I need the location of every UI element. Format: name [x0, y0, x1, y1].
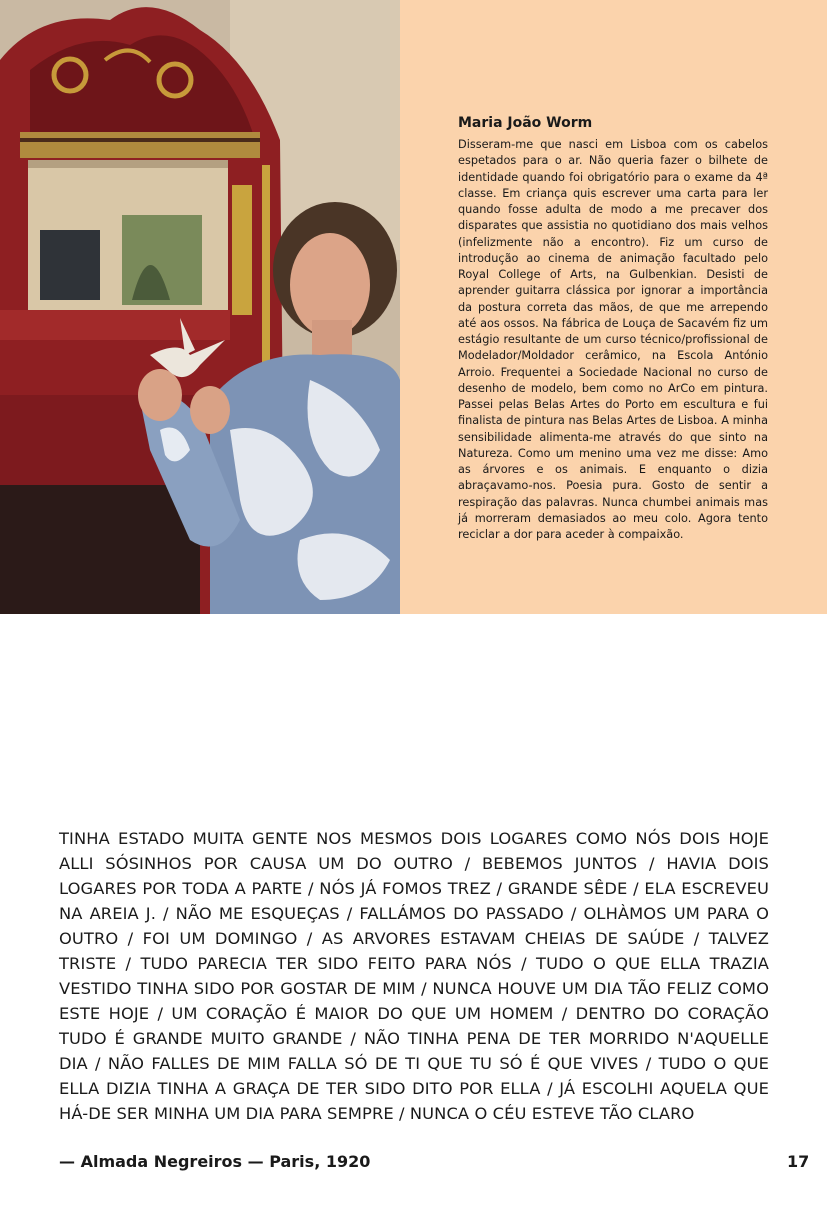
portrait-photo	[0, 0, 400, 614]
page-number: 17	[787, 1152, 810, 1171]
top-section	[0, 0, 827, 614]
bio-author-name: Maria João Worm	[458, 115, 593, 131]
bio-text: Disseram-me que nasci em Lisboa com os cabelos espetados para o ar. Não queria fazer o bilhete de identidade quando foi obrigatório para o exame da 4ª classe. Em criança quis escrever uma carta para ler quando fosse adulta de modo a me precaver dos disparates que assistia no quotidiano dos mais velhos (infelizmente não a encontro). Fiz um curso de introdução ao cinema de animação facultado pelo Royal College of Arts, na Gulbenkian. Desisti de aprender guitarra clássica por ignorar a importância da postura correta das mãos, de que me arrependo até aos ossos. Na fábrica de Louça de Sacavém fiz um estágio resultante de um curso técnico/profissional de Modelador/Moldador cerâmico, na Escola António Arroio. Frequentei a Sociedade Nacional no curso de desenho de modelo, bem como no ArCo em pintura. Passei pelas Belas Artes do Porto em escultura e fui finalista de pintura nas Belas Artes de Lisboa. A minha sensibilidade alimenta-me através do que sinto na Natureza. Como um menino uma vez me disse: Amo as árvores e os animais. E enquanto o dizia abraçavamo-nos. Poesia pura. Gosto de sentir a respiração das palavras. Nunca chumbei animais mas já morreram demasiados ao meu colo. Agora tento reciclar a dor para aceder à compaixão.	[458, 138, 768, 541]
bio-panel	[400, 0, 827, 614]
poem-text: TINHA ESTADO MUITA GENTE NOS MESMOS DOIS LOGARES COMO NÓS DOIS HOJE ALLI SÓSINHOS POR CAUSA UM DO OUTRO / BEBEMOS JUNTOS / HAVIA DOIS LOGARES POR TODA A PARTE / NÓS JÁ FOMOS TREZ / GRANDE SÊDE / ELA ESCREVEU NA AREIA J. / NÃO ME ESQUEÇAS / FALLÁMOS DO PASSADO / OLHÀMOS UM PARA O OUTRO / FOI UM DOMINGO / AS ARVORES ESTAVAM CHEIAS DE SAÚDE / TALVEZ TRISTE / TUDO PARECIA TER SIDO FEITO PARA NÓS / TUDO O QUE ELLA TRAZIA VESTIDO TINHA SIDO POR GOSTAR DE MIM / NUNCA HOUVE UM DIA TÃO FELIZ COMO ESTE HOJE / UM CORAÇÃO É MAIOR DO QUE UM HOMEM / DENTRO DO CORAÇÃO TUDO É GRANDE MUITO GRANDE / NÃO TINHA PENA DE TER MORRIDO N'AQUELLE DIA / NÃO FALLES DE MIM FALLA SÓ DE TI QUE TU SÓ É QUE VIVES / TUDO O QUE ELLA DIZIA TINHA A GRAÇA DE TER SIDO DITO POR ELLA / JÁ ESCOLHI AQUELA QUE HÁ-DE SER MINHA UM DIA PARA SEMPRE / NUNCA O CÉU ESTEVE TÃO CLARO	[59, 829, 769, 1123]
poem-attribution: — Almada Negreiros — Paris, 1920	[59, 1152, 371, 1171]
